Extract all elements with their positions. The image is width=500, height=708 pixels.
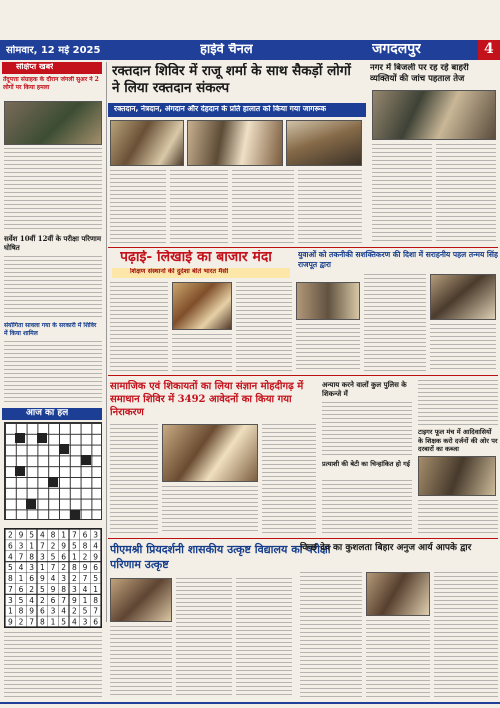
sudoku-cell: 5: [61, 617, 67, 627]
sudoku-cell: 2: [61, 563, 67, 573]
lead-headline: रक्तदान शिविर में राजू शर्मा के साथ सैकड़ों लोगों ने लिया रक्तदान संकल्प: [112, 63, 351, 96]
sudoku-cell: 1: [18, 574, 24, 584]
sudoku-cell: 6: [18, 584, 24, 594]
story8-body-2: [110, 626, 172, 698]
sudoku-cell: 5: [39, 584, 45, 594]
sudoku-cell: 9: [7, 617, 13, 627]
top-right-body-1: [372, 144, 432, 244]
sudoku-cell: 6: [50, 595, 56, 605]
sudoku-cell: 2: [82, 552, 88, 562]
sudoku-cell: 2: [71, 574, 77, 584]
sudoku-cell: 7: [71, 530, 77, 540]
sudoku-grid: [4, 528, 102, 628]
sudoku-cell: 4: [50, 574, 56, 584]
page-number: 4: [484, 42, 494, 57]
city-name: जगदलपुर: [372, 42, 421, 57]
story6-body: [322, 480, 412, 534]
story9-photo: [366, 572, 430, 616]
story6-headline: प्रत्याशी की बेटी का चिन्हांकित हो गई: [322, 460, 410, 468]
brief-1-body: [4, 148, 102, 232]
sudoku-cell: 2: [50, 541, 56, 551]
sudoku-cell: 7: [39, 541, 45, 551]
sudoku-cell: 3: [50, 606, 56, 616]
sudoku-cell: 4: [82, 584, 88, 594]
story2-deck: शिक्षण संस्थानों की दुर्दशा बीते भारत मैसी: [130, 268, 229, 275]
sudoku-cell: 4: [61, 606, 67, 616]
sudoku-cell: 1: [29, 541, 35, 551]
top-right-body-2: [436, 144, 496, 244]
sudoku-cell: 8: [82, 541, 88, 551]
brief-1-headline: तेंदूपत्ता संग्राहक के दौरान जंगली सुअर ने 2 लोगों पर किया हमला: [3, 76, 99, 91]
sudoku-cell: 8: [7, 574, 13, 584]
sudoku-cell: 9: [61, 541, 67, 551]
story5-body: [322, 402, 412, 458]
sidebar-bottom-body: [4, 632, 102, 698]
sudoku-cell: 3: [7, 595, 13, 605]
brief-3-body: [4, 341, 102, 405]
section-rule-2: [108, 375, 498, 376]
puzzle-label: आज का हल: [26, 409, 69, 418]
story4-headline: सामाजिक एवं शिकायतों का लिया संज्ञान मोहदीगढ़ में समाधान शिविर में 3492 आवेदनों का किया गया निराकरण: [110, 381, 304, 418]
story4-photo: [162, 424, 258, 482]
sidebar-label: संक्षिप्त खबरें: [16, 63, 54, 71]
lead-body-1: [110, 170, 166, 244]
sudoku-cell: 1: [93, 584, 99, 594]
story2-body-1: [110, 282, 168, 372]
sudoku-cell: 4: [39, 530, 45, 540]
sudoku-cell: 6: [61, 552, 67, 562]
lead-body-2: [170, 170, 228, 244]
sudoku-cell: 8: [61, 584, 67, 594]
sudoku-cell: 2: [39, 595, 45, 605]
lead-photo-3: [286, 120, 362, 166]
top-right-headline: नगर में बिजली पर रह रहे बाहरी व्यक्तियों की जांच पहताल तेज: [370, 63, 469, 84]
sudoku-cell: 6: [82, 530, 88, 540]
sudoku-cell: 3: [29, 563, 35, 573]
sudoku-cell: 3: [82, 617, 88, 627]
sudoku-cell: 6: [39, 606, 45, 616]
story4-body-1: [110, 424, 158, 534]
story7-photo: [418, 456, 496, 496]
sudoku-cell: 9: [93, 552, 99, 562]
sudoku-cell: 5: [82, 606, 88, 616]
story3-photo: [430, 274, 496, 320]
sudoku-cell: 3: [39, 552, 45, 562]
section-rule-1: [108, 247, 498, 248]
brief-2-headline: सर्वेश 10वीं 12वीं के परीक्षा परिणाम घोषित: [4, 234, 102, 252]
story8-body-3: [236, 578, 292, 698]
sudoku-cell: 8: [29, 552, 35, 562]
lead-photo-2: [187, 120, 283, 166]
story2-body-4: [296, 324, 360, 372]
sudoku-cell: 5: [29, 530, 35, 540]
sudoku-cell: 6: [7, 541, 13, 551]
sudoku-cell: 8: [50, 530, 56, 540]
story5-headline: अन्याय करने वालों कुल पुलिस के शिकन्जे में: [322, 380, 407, 398]
story9-body-3: [434, 572, 498, 698]
section-rule-3: [108, 538, 498, 539]
sudoku-cell: 8: [93, 595, 99, 605]
sudoku-cell: 2: [71, 606, 77, 616]
brief-2-body: [4, 256, 102, 320]
story7-body: [418, 500, 498, 534]
story3-body-1: [364, 274, 426, 372]
sudoku-cell: 5: [93, 574, 99, 584]
story2-photo: [172, 282, 232, 330]
sudoku-cell: 1: [7, 606, 13, 616]
sudoku-cell: 4: [7, 552, 13, 562]
sudoku-cell: 5: [71, 541, 77, 551]
sudoku-cell: 2: [18, 617, 24, 627]
sudoku-cell: 1: [71, 552, 77, 562]
sudoku-cell: 1: [50, 617, 56, 627]
story2-body-2: [172, 334, 232, 372]
sudoku-cell: 4: [18, 563, 24, 573]
story2-body-3: [236, 282, 292, 372]
brief-3-headline: संयोगिता सावला गया के सरकारी में शिविर में किया शामिल: [4, 322, 97, 337]
story2-photo-2: [296, 282, 360, 320]
sudoku-svg: [5, 529, 101, 627]
sudoku-cell: 7: [82, 574, 88, 584]
sudoku-cell: 7: [18, 552, 24, 562]
sudoku-cell: 7: [93, 606, 99, 616]
story4-body-3: [262, 424, 316, 534]
footer-rule: [0, 702, 500, 704]
sudoku-cell: 1: [61, 530, 67, 540]
sudoku-cell: 2: [29, 584, 35, 594]
sudoku-cell: 7: [50, 563, 56, 573]
sudoku-cell: 8: [39, 617, 45, 627]
sudoku-cell: 9: [18, 530, 24, 540]
sudoku-cell: 3: [93, 530, 99, 540]
sudoku-cell: 6: [93, 617, 99, 627]
lead-body-3: [232, 170, 294, 244]
lead-photo-1: [110, 120, 184, 166]
sudoku-cell: 9: [39, 574, 45, 584]
sudoku-cell: 2: [7, 530, 13, 540]
sudoku-cell: 3: [71, 584, 77, 594]
sudoku-cell: 7: [61, 595, 67, 605]
sudoku-cell: 1: [82, 595, 88, 605]
story8-body-1: [176, 578, 232, 698]
brief-1-photo: [4, 101, 102, 145]
sudoku-cell: 3: [61, 574, 67, 584]
story4-body-2: [162, 486, 258, 534]
sudoku-cell: 4: [71, 617, 77, 627]
sudoku-cell: 9: [82, 563, 88, 573]
sudoku-cell: 8: [18, 606, 24, 616]
brand-name: हाईवे चैनल: [200, 43, 253, 57]
story9-headline: विच्छ देव का कुशलता बिहार अनुज आर्य आपके द्वार: [300, 543, 472, 553]
story7-headline: टाइगर फूल मंच में आदिवासियों के शिक्षक करो दर्जनों की ओर पर दरबारों का कब्जा: [418, 428, 498, 453]
story-right-top-body: [418, 380, 498, 426]
sudoku-cell: 6: [29, 574, 35, 584]
lead-body-4: [298, 170, 362, 244]
sudoku-cell: 9: [50, 584, 56, 594]
sudoku-cell: 5: [50, 552, 56, 562]
lead-deck: रक्तदान, नेत्रदान, अंगदान और देहदान के प्रति हालात को किया गया जागरूक: [114, 105, 327, 113]
sudoku-cell: 5: [7, 563, 13, 573]
story9-body-2: [366, 620, 430, 698]
top-right-photo: [372, 90, 496, 140]
story9-body-1: [300, 572, 362, 698]
story3-body-2: [430, 324, 496, 372]
sudoku-cell: 4: [29, 595, 35, 605]
sudoku-cell: 4: [93, 541, 99, 551]
crossword-black-cells: [15, 433, 25, 443]
story3-headline: युवाओं को तकनीकी सशक्तिकरण की दिशा में सराहनीय पहल तन्मय सिंह राजपूत द्वारा: [298, 250, 498, 269]
sudoku-cell: 8: [71, 563, 77, 573]
sudoku-cell: 5: [18, 595, 24, 605]
story8-photo: [110, 578, 172, 622]
column-divider: [106, 62, 107, 622]
story2-headline: पढ़ाई- लिखाई का बाजार मंदा: [120, 250, 272, 265]
issue-date: सोमवार, 12 मई 2025: [6, 45, 101, 56]
sudoku-cell: 9: [29, 606, 35, 616]
sudoku-cell: 9: [71, 595, 77, 605]
sudoku-cell: 7: [7, 584, 13, 594]
sudoku-cell: 6: [93, 563, 99, 573]
story8-headline: पीएमश्री प्रियदर्शनी शासकीय उत्कृष्ट विद्यालय का परीक्षा परिणाम उत्कृष्ट: [110, 543, 331, 571]
sudoku-cell: 7: [29, 617, 35, 627]
sudoku-cell: 3: [18, 541, 24, 551]
sudoku-cell: 1: [39, 563, 45, 573]
